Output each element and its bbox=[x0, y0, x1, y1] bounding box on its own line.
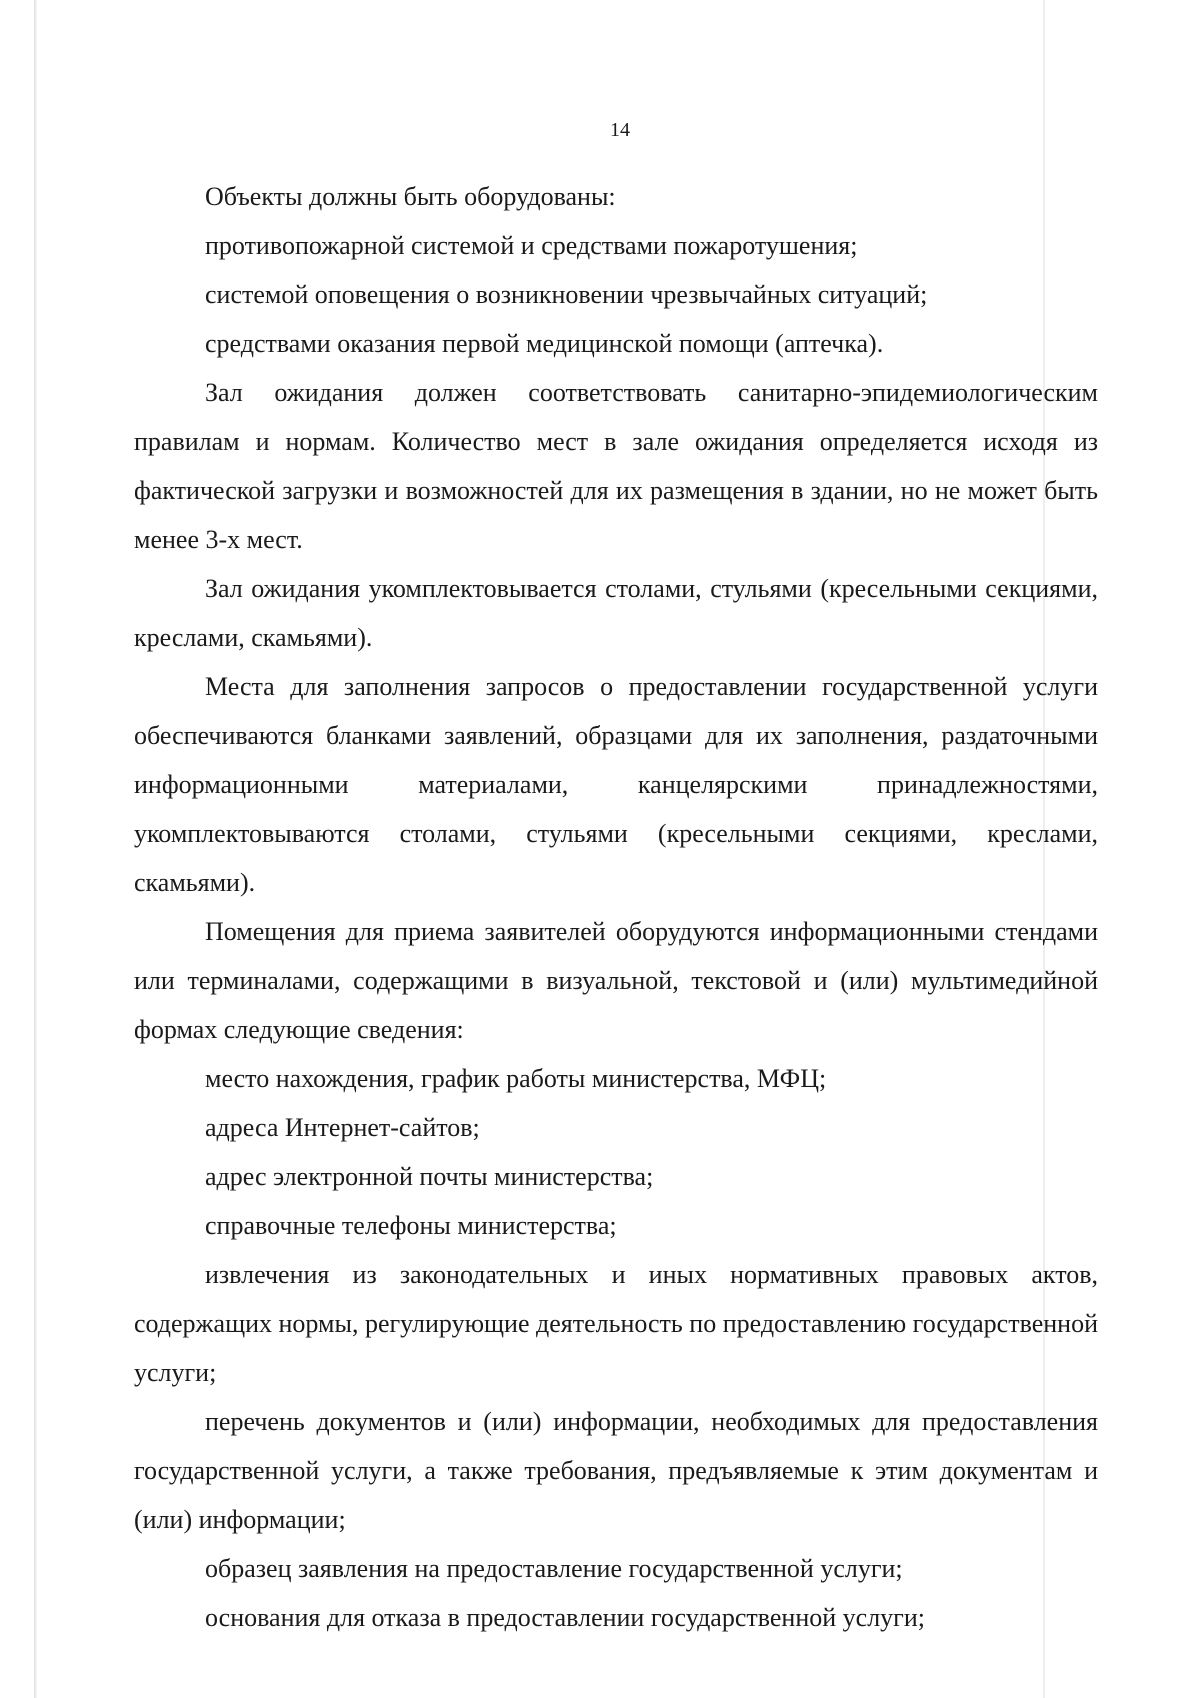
list-item: образец заявления на предоставление государственной услуги; bbox=[205, 1554, 903, 1583]
list-item: адреса Интернет-сайтов; bbox=[205, 1113, 480, 1142]
paragraph: Зал ожидания должен соответствовать санитарно-эпидемиологическим правилам и нормам. Количество мест в зале ожидания определяется исходя из фактической загрузки и возможностей для их размещения в здании, но не может быть менее 3-х мест. bbox=[134, 378, 1098, 554]
scan-edge-left bbox=[34, 0, 37, 1698]
page-number: 14 bbox=[610, 119, 630, 141]
list-item: место нахождения, график работы министерства, МФЦ; bbox=[205, 1064, 827, 1093]
list-item: извлечения из законодательных и иных нормативных правовых актов, содержащих нормы, регулирующие деятельность по предоставлению государственной услуги; bbox=[134, 1260, 1098, 1387]
paragraph: Помещения для приема заявителей оборудуются информационными стендами или терминалами, содержащими в визуальной, текстовой и (или) мультимедийной формах следующие сведения: bbox=[134, 917, 1098, 1044]
paragraph: Объекты должны быть оборудованы: bbox=[205, 182, 616, 211]
list-item: системой оповещения о возникновении чрезвычайных ситуаций; bbox=[205, 280, 928, 309]
list-item: перечень документов и (или) информации, необходимых для предоставления государственной услуги, а также требования, предъявляемые к этим документам и (или) информации; bbox=[134, 1407, 1098, 1534]
list-item: основания для отказа в предоставлении государственной услуги; bbox=[205, 1603, 925, 1632]
list-item: адрес электронной почты министерства; bbox=[205, 1162, 654, 1191]
list-item: противопожарной системой и средствами пожаротушения; bbox=[205, 231, 858, 260]
document-body bbox=[134, 172, 1098, 1642]
list-item: средствами оказания первой медицинской помощи (аптечка). bbox=[205, 329, 884, 358]
paragraph: Зал ожидания укомплектовывается столами, стульями (кресельными секциями, креслами, скамьями). bbox=[134, 574, 1098, 652]
list-item: справочные телефоны министерства; bbox=[205, 1211, 617, 1240]
paragraph: Места для заполнения запросов о предоставлении государственной услуги обеспечиваются бланками заявлений, образцами для их заполнения, раздаточными информационными материалами, канцелярскими принадлежностями, укомплектовываются столами, стульями (кресельными секциями, креслами, скамьями). bbox=[134, 672, 1098, 897]
